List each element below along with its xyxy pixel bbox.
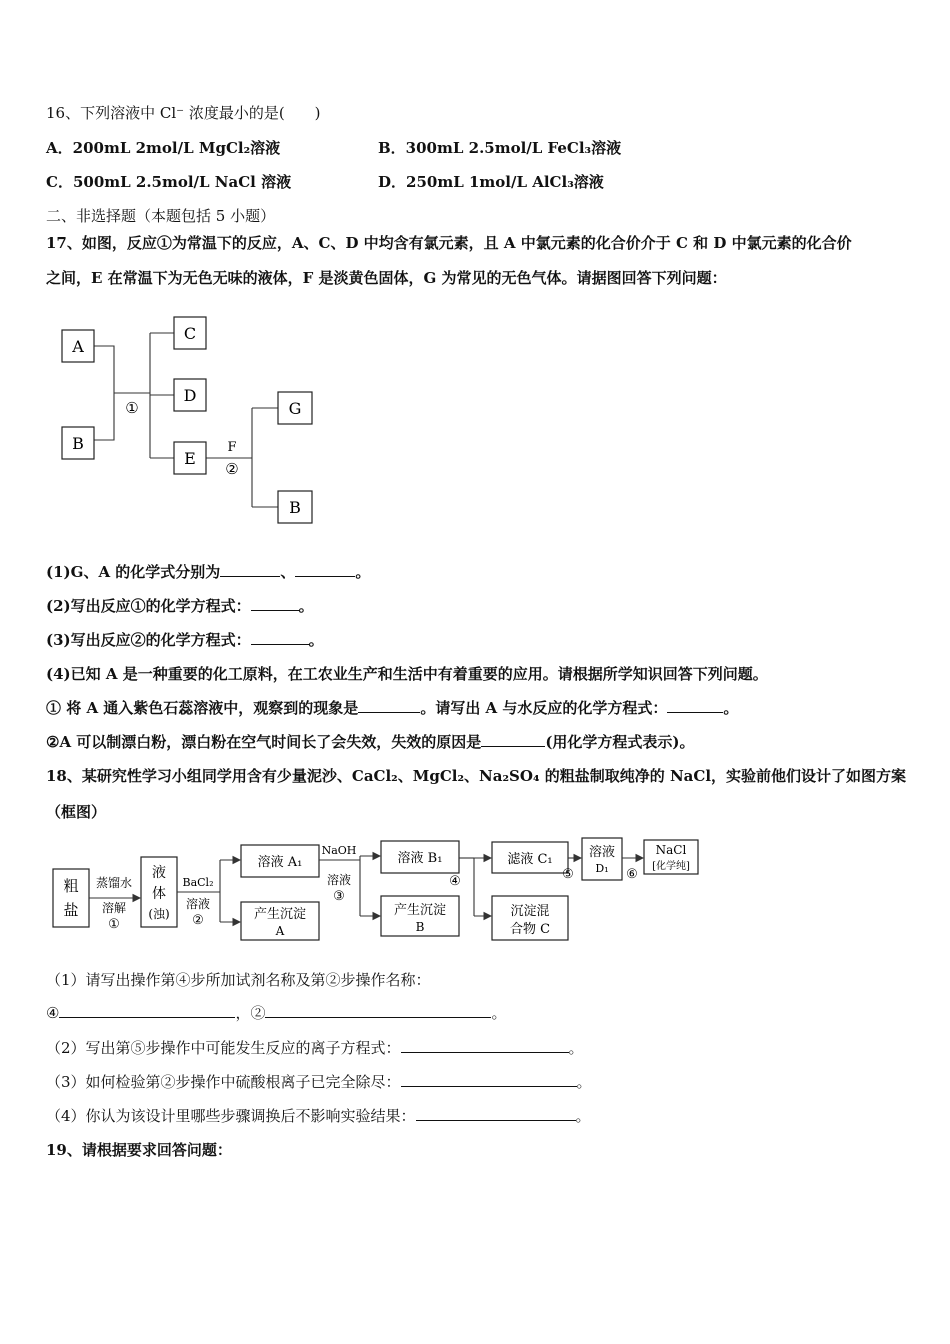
answer-blank[interactable] (401, 1072, 577, 1087)
q18-sub2: （2）写出第⑤步操作中可能发生反应的离子方程式： 。 (46, 1039, 584, 1057)
q18-sub1: （1）请写出操作第④步所加试剂名称及第②步操作名称： (46, 971, 431, 989)
flow-solution-a1: 溶液 A₁ (257, 855, 303, 870)
flow-step2-num: ② (192, 913, 204, 928)
q18-sub4: （4）你认为该设计里哪些步骤调换后不影响实验结果： 。 (46, 1107, 591, 1125)
q17-sub4: (4)已知 A 是一种重要的化工原料，在工农业生产和生活中有着重要的应用。请根据所学知识回答下列问题。 (46, 665, 768, 683)
flow-liq-3: (浊) (148, 907, 170, 921)
flow-mixture-c-2: 合物 C (509, 922, 551, 937)
reaction-2-label: ② (225, 460, 239, 478)
flow-precipitate-a-1: 产生沉淀 (253, 907, 307, 922)
section-heading: 二、非选择题（本题包括 5 小题） (46, 207, 276, 225)
flow-nacl-2: [化学纯] (652, 861, 690, 872)
flow-step1-op: 溶解 (101, 901, 127, 915)
label-d: D (183, 386, 197, 405)
flow-precipitate-b-1: 产生沉淀 (393, 903, 447, 918)
q17-stem-line2: 之间，E 在常温下为无色无味的液体，F 是淡黄色固体，G 为常见的无色气体。请据图回答下列问题： (46, 269, 727, 287)
q17-stem-line1: 17、如图，反应①为常温下的反应，A、C、D 中均含有氯元素，且 A 中氯元素的化合价介于 C 和 D 中氯元素的化合价 (46, 234, 852, 252)
answer-blank[interactable] (401, 1038, 569, 1053)
label-b2: B (289, 498, 301, 517)
q18-sub3: （3）如何检验第②步操作中硫酸根离子已完全除尽： 。 (46, 1073, 592, 1091)
q18-sub1-answer: ④ ，② 。 (46, 1004, 507, 1022)
flow-step3-op: 溶液 (326, 873, 352, 887)
q16-stem: 16、下列溶液中 Cl⁻ 浓度最小的是( ) (46, 104, 321, 122)
answer-blank[interactable] (251, 630, 309, 645)
flow-step6-num: ⑥ (626, 867, 638, 882)
answer-blank[interactable] (481, 732, 545, 747)
flow-solution-d1-1: 溶液 (588, 845, 616, 860)
flow-crude-1: 粗 (63, 877, 79, 895)
answer-blank[interactable] (295, 562, 355, 577)
flow-step4-num: ④ (449, 874, 461, 889)
flow-solution-b1: 溶液 B₁ (397, 851, 443, 866)
q17-sub3: (3)写出反应②的化学方程式： 。 (46, 631, 324, 649)
flow-liq-2: 体 (152, 886, 166, 902)
flow-crude-2: 盐 (63, 901, 79, 919)
answer-blank[interactable] (358, 698, 420, 713)
q17-sub2: (2)写出反应①的化学方程式： 。 (46, 597, 314, 615)
flow-filtrate-c1: 滤液 C₁ (507, 852, 553, 867)
flow-step3-reagent: NaOH (321, 844, 357, 857)
reaction-1-label: ① (125, 399, 139, 417)
q18-stem-line2: （框图） (46, 803, 107, 821)
flow-step1-num: ① (108, 917, 120, 932)
flow-step1-reagent: 蒸馏水 (95, 876, 133, 890)
q16-option-c: C．500mL 2.5mol/L NaCl 溶液 (46, 173, 292, 191)
answer-blank[interactable] (416, 1106, 576, 1121)
q16-option-a: A．200mL 2mol/L MgCl₂溶液 (46, 139, 281, 157)
answer-blank[interactable] (59, 1003, 235, 1018)
flow-precipitate-a-2: A (275, 924, 285, 938)
q19-stem: 19、请根据要求回答问题： (46, 1141, 232, 1159)
q18-flowchart (48, 834, 708, 950)
flow-precipitate-b-2: B (415, 920, 425, 934)
q17-sub4-2: ②A 可以制漂白粉，漂白粉在空气时间长了会失效，失效的原因是 (用化学方程式表示)。 (46, 733, 695, 751)
flow-step3-num: ③ (333, 889, 345, 904)
flow-nacl-1: NaCl (655, 843, 687, 857)
answer-blank[interactable] (251, 596, 299, 611)
label-b: B (72, 434, 84, 453)
label-g: G (288, 399, 302, 418)
flow-mixture-c-1: 沉淀混 (510, 904, 550, 919)
label-e: E (184, 449, 196, 468)
flow-step2-reagent: BaCl₂ (182, 876, 214, 889)
flow-liq-1: 液 (152, 865, 166, 881)
answer-blank[interactable] (265, 1003, 491, 1018)
q16-option-d: D．250mL 1mol/L AlCl₃溶液 (378, 173, 604, 191)
label-c: C (183, 324, 197, 343)
flow-step5-num: ⑤ (562, 867, 574, 882)
answer-blank[interactable] (667, 698, 723, 713)
label-a: A (72, 337, 84, 356)
flow-step2-op: 溶液 (185, 897, 211, 911)
reagent-f-label: F (227, 440, 237, 455)
q17-sub4-1: ① 将 A 通入紫色石蕊溶液中，观察到的现象是 。请写出 A 与水反应的化学方程式： 。 (46, 699, 739, 717)
q18-stem-line1: 18、某研究性学习小组同学用含有少量泥沙、CaCl₂、MgCl₂、Na₂SO₄ 的粗盐制取纯净的 NaCl，实验前他们设计了如图方案 (46, 767, 907, 785)
q16-option-b: B．300mL 2.5mol/L FeCl₃溶液 (378, 139, 622, 157)
q17-sub1: (1)G、A 的化学式分别为 、 。 (46, 563, 371, 581)
flow-solution-d1-2: D₁ (595, 862, 609, 875)
answer-blank[interactable] (220, 562, 280, 577)
q17-reaction-diagram (40, 300, 340, 530)
